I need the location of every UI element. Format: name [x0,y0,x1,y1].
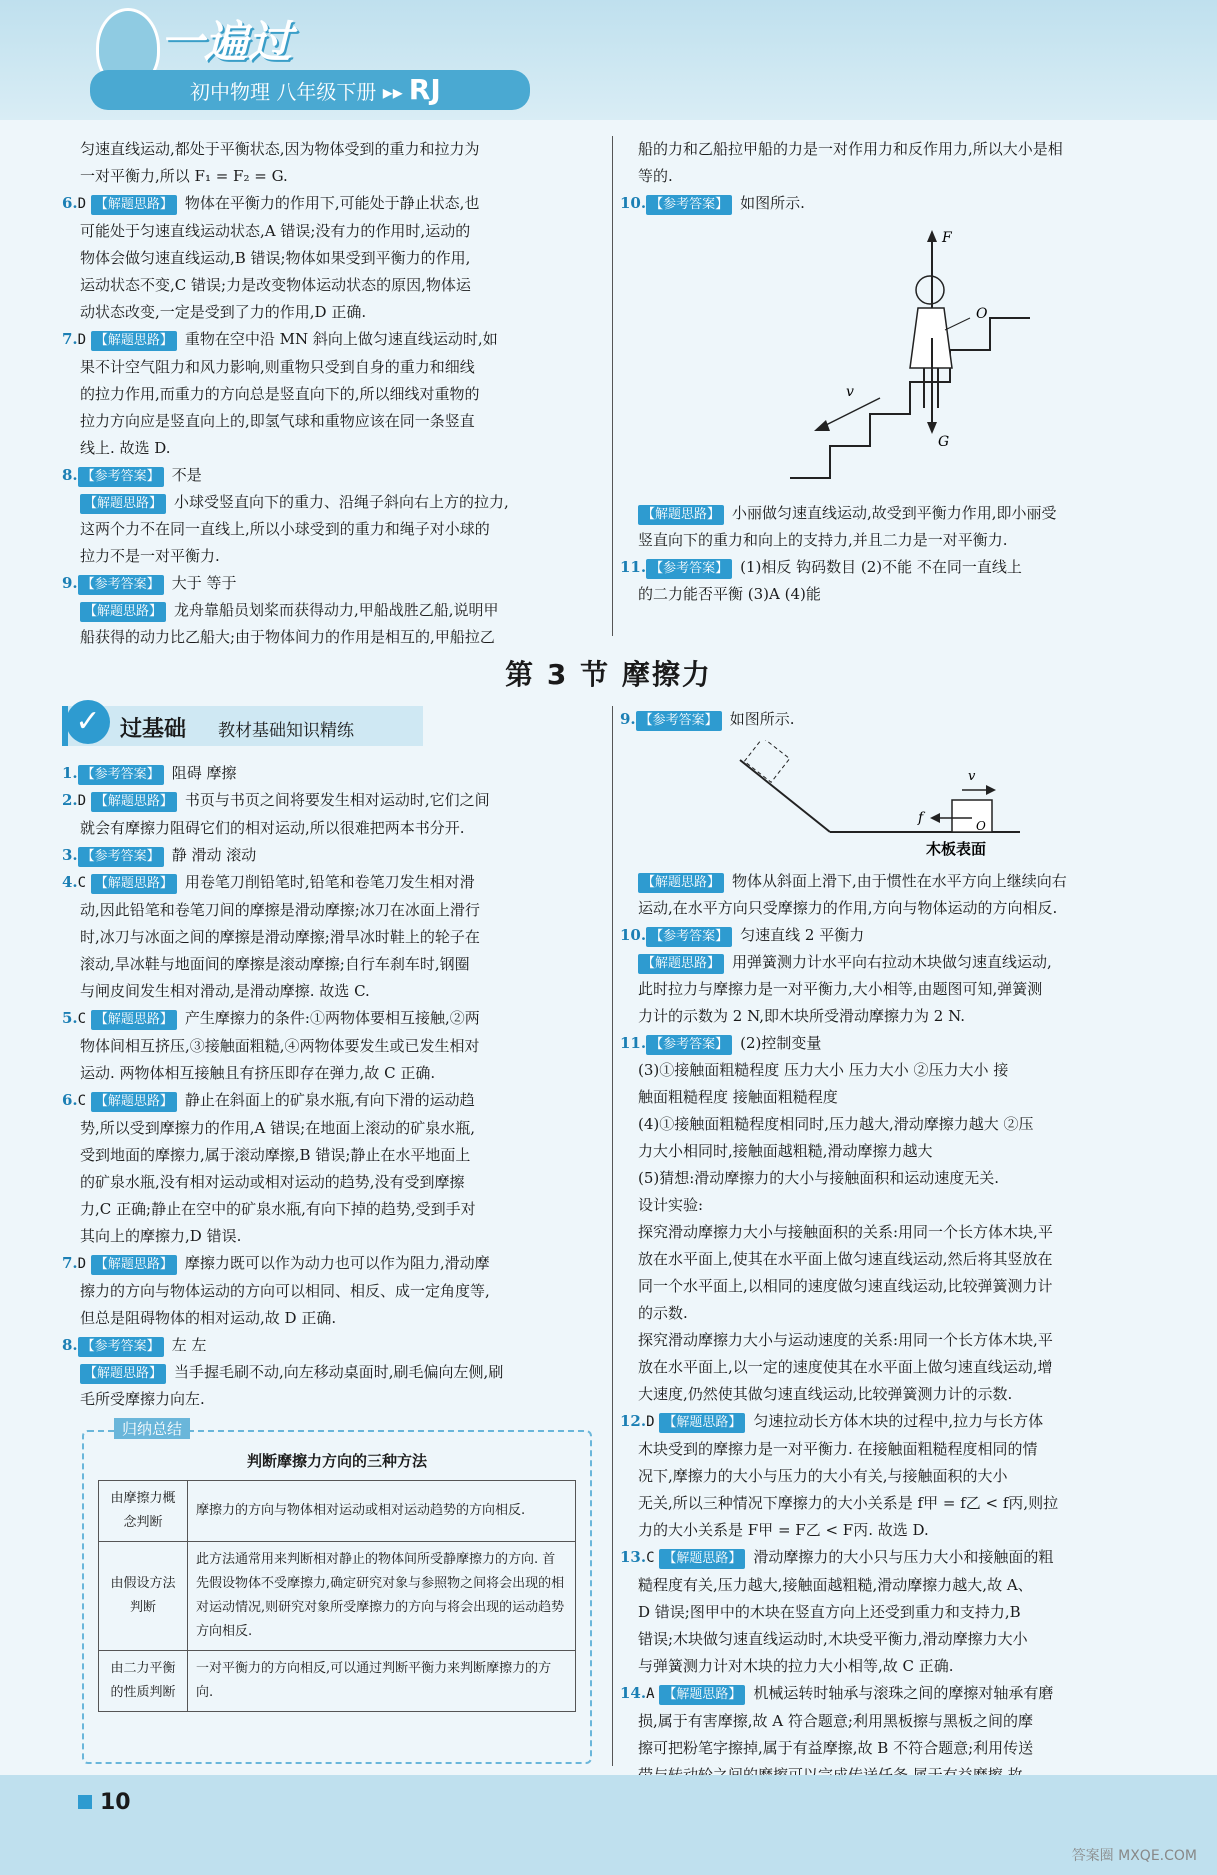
block [952,800,992,832]
brand-title: 一遍过 [160,17,292,68]
label-o: O [976,819,986,833]
method-name: 由二力平衡的性质判断 [99,1651,188,1712]
question-number: 10. [620,926,647,944]
top-right-column [620,136,1160,217]
question-number: 9. [620,710,636,728]
choice-answer: D [77,332,87,348]
gravity-g-arrowhead [927,422,937,434]
line-text: 就会有摩擦力阻碍它们的相对运动,所以很难把两本书分开. [80,819,465,837]
question-number: 3. [62,846,78,864]
answer-tag: 【解题思路】 [638,873,724,893]
text-line [620,1219,1160,1246]
text-line [62,1142,610,1169]
text-line [62,136,610,163]
line-text: 的矿泉水瓶,没有相对运动或相对运动的趋势,没有受到摩擦 [80,1173,465,1191]
line-text: 物体会做匀速直线运动,B 错误;物体如果受到平衡力的作用, [80,249,471,267]
line-text: 机械运转时轴承与滚珠之间的摩擦对轴承有磨 [753,1684,1054,1702]
text-line [62,1196,610,1223]
line-text: 物体从斜面上滑下,由于惯性在水平方向上继续向右 [732,872,1067,890]
question-number: 6. [62,194,78,212]
line-text: 糙程度有关,压力越大,接触面越粗糙,滑动摩擦力越大,故 A、 [638,1576,1033,1594]
line-text: 匀速拉动长方体木块的过程中,拉力与长方体 [753,1412,1044,1430]
question-number: 10. [620,194,647,212]
question-number: 11. [620,558,647,576]
text-line [62,354,610,381]
text-line [62,408,610,435]
text-line [620,136,1160,163]
top-right-column-continued [620,500,1160,608]
text-line [620,922,1160,949]
line-text: (5)猜想:滑动摩擦力的大小与接触面积和运动速度无关. [638,1169,1000,1187]
choice-answer: A [646,1686,655,1702]
bottom-right-column [620,706,1160,733]
answer-tag: 【参考答案】 [646,559,732,579]
summary-heading: 判断摩擦力方向的三种方法 [246,1452,427,1470]
line-text: 用弹簧测力计水平向右拉动木块做匀速直线运动, [732,953,1052,971]
text-line [62,815,610,842]
line-text: 力计的示数为 2 N,即木块所受滑动摩擦力为 2 N. [638,1007,966,1025]
text-line [620,895,1160,922]
text-line [620,581,1160,608]
question-number: 8. [62,1336,78,1354]
line-text: 运动状态不变,C 错误;力是改变物体运动状态的原因,物体运 [80,276,471,294]
line-text: 运动,在水平方向只受摩擦力的作用,方向与物体运动的方向相反. [638,899,1058,917]
question-number: 9. [62,574,78,592]
line-text: 小球受竖直向下的重力、沿绳子斜向右上方的拉力, [174,493,509,511]
text-line [620,1708,1160,1735]
text-line [620,1138,1160,1165]
question-number: 8. [62,466,78,484]
incline-line [740,760,830,832]
line-text: 滚动,旱冰鞋与地面间的摩擦是滚动摩擦;自行车刹车时,钢圈 [80,955,470,973]
answer-tag: 【参考答案】 [78,1337,164,1357]
answer-tag: 【参考答案】 [646,927,732,947]
choice-answer: D [77,793,87,809]
answer-tag: 【解题思路】 [91,1092,177,1112]
summary-box [82,1420,592,1764]
answer-tag: 【参考答案】 [78,847,164,867]
line-text: 船获得的动力比乙船大;由于物体间力的作用是相互的,甲船拉乙 [80,628,495,646]
table-row [99,1651,576,1712]
text-line [620,1381,1160,1408]
line-text: 放在水平面上,以一定的速度使其在水平面上做匀速直线运动,增 [638,1358,1053,1376]
line-text: 匀速直线运动,都处于平衡状态,因为物体受到的重力和拉力为 [80,140,480,158]
text-line [620,1599,1160,1626]
text-line [620,1735,1160,1762]
text-line [620,163,1160,190]
label-f: f [918,810,924,826]
edition-label: RJ [408,73,441,106]
text-line [62,1250,610,1278]
question-number: 12. [620,1412,647,1430]
line-text: 可能处于匀速直线运动状态,A 错误;没有力的作用时,运动的 [80,222,471,240]
check-icon: ✓ [66,700,110,744]
column-divider-top [612,136,613,636]
question-number: 2. [62,791,78,809]
o-pointer-line [945,318,970,330]
answer-tag: 【参考答案】 [78,765,164,785]
top-left-column [62,136,610,651]
subtitle-text: 初中物理 八年级下册 ▸▸ [190,80,403,104]
line-text: (3)①接触面粗糙程度 压力大小 压力大小 ②压力大小 接 [638,1061,1009,1079]
text-line [620,1084,1160,1111]
line-text: (2)控制变量 [740,1034,822,1052]
line-text: 时,冰刀与冰面之间的摩擦是滑动摩擦;滑旱冰时鞋上的轮子在 [80,928,480,946]
footer [0,1775,1217,1875]
page-number: 10 [78,1790,131,1815]
line-text: 与弹簧测力计对木块的拉力大小相等,故 C 正确. [638,1657,954,1675]
text-line [62,326,610,354]
line-text: 损,属于有害摩擦,故 A 符合题意;利用黑板擦与黑板之间的摩 [638,1712,1033,1730]
line-text: 况下,摩擦力的大小与压力的大小有关,与接触面积的大小 [638,1467,1008,1485]
question-number: 5. [62,1009,78,1027]
answer-tag: 【解题思路】 [638,505,724,525]
text-line [62,1169,610,1196]
answer-tag: 【参考答案】 [646,195,732,215]
text-line [620,1653,1160,1680]
section-title: 第 3 节 摩擦力 [505,658,712,691]
line-text: 不是 [171,466,202,484]
answer-tag: 【解题思路】 [659,1549,745,1569]
answer-tag: 【解题思路】 [91,874,177,894]
answer-tag: 【解题思路】 [80,494,166,514]
question-number: 7. [62,330,78,348]
text-line [620,500,1160,527]
text-line [620,1192,1160,1219]
answer-tag: 【解题思路】 [638,954,724,974]
answer-tag: 【解题思路】 [91,331,177,351]
choice-answer: C [77,875,87,891]
answer-tag: 【参考答案】 [646,1035,732,1055]
line-text: 重物在空中沿 MN 斜向上做匀速直线运动时,如 [184,330,498,348]
text-line [620,1111,1160,1138]
text-line [62,570,610,597]
line-text: 大于 等于 [171,574,237,592]
text-line [62,787,610,815]
answer-tag: 【解题思路】 [80,602,166,622]
line-text: 擦力的方向与物体运动的方向可以相同、相反、成一定角度等, [80,1282,490,1300]
text-line [62,951,610,978]
text-line [62,1305,610,1332]
banner-main: 过基础 [120,717,187,742]
label-g: G [938,434,950,450]
line-text: 势,所以受到摩擦力的作用,A 错误;在地面上滚动的矿泉水瓶, [80,1119,475,1137]
text-line [62,1115,610,1142]
line-text: 同一个水平面上,以相同的速度做匀速直线运动,比较弹簧测力计 [638,1277,1053,1295]
header [0,0,1217,120]
question-number: 7. [62,1254,78,1272]
velocity-arrowhead [814,420,830,431]
line-text: 等的. [638,167,673,185]
question-number: 4. [62,873,78,891]
text-line [620,1030,1160,1057]
line-text: 物体间相互挤压,③接触面粗糙,④两物体要发生或已发生相对 [80,1037,480,1055]
method-name: 由假设方法判断 [99,1542,188,1651]
line-text: 滑动摩擦力的大小只与压力大小和接触面的粗 [753,1548,1054,1566]
question-number: 14. [620,1684,647,1702]
text-line [62,1332,610,1359]
column-divider-bottom [612,706,613,1766]
choice-answer: D [646,1414,655,1430]
line-text: 触面粗糙程度 接触面粗糙程度 [638,1088,838,1106]
line-text: 运动. 两物体相互接触且有挤压即存在弹力,故 C 正确. [80,1064,436,1082]
line-text: 阻碍 摩擦 [171,764,237,782]
line-text: 船的力和乙船拉甲船的力是一对作用力和反作用力,所以大小是相 [638,140,1063,158]
text-line [62,924,610,951]
text-line [620,976,1160,1003]
text-line [62,1278,610,1305]
line-text: 书页与书页之间将要发生相对运动时,它们之间 [184,791,490,809]
line-text: 小丽做匀速直线运动,故受到平衡力作用,即小丽受 [732,504,1057,522]
line-text: 线上. 故选 D. [80,439,171,457]
label-f: F [942,230,952,246]
text-line [620,527,1160,554]
text-line [62,1359,610,1386]
book-subtitle [90,70,530,110]
text-line [62,1060,610,1087]
text-line [620,1626,1160,1653]
line-text: 左 左 [171,1336,207,1354]
text-line [62,842,610,869]
velocity-arrowhead [986,785,996,795]
text-line [62,381,610,408]
text-line [620,868,1160,895]
line-text: 静 滑动 滚动 [171,846,257,864]
text-line [620,190,1160,217]
text-line [620,1273,1160,1300]
method-desc: 一对平衡力的方向相反,可以通过判断平衡力来判断摩擦力的方向. [188,1651,576,1712]
answer-tag: 【参考答案】 [636,711,722,731]
line-text: 但总是阻碍物体的相对运动,故 D 正确. [80,1309,337,1327]
text-line [620,949,1160,976]
text-line [62,218,610,245]
answer-tag: 【解题思路】 [91,195,177,215]
line-text: 的二力能否平衡 (3)A (4)能 [638,585,821,603]
text-line [620,706,1160,733]
text-line [620,1517,1160,1544]
answer-tag: 【解题思路】 [659,1413,745,1433]
line-text: 竖直向下的重力和向上的支持力,并且二力是一对平衡力. [638,531,1008,549]
question-number: 11. [620,1034,647,1052]
line-text: 设计实验: [638,1196,704,1214]
line-text: 产生摩擦力的条件:①两物体要相互接触,②两 [184,1009,480,1027]
line-text: D 错误;图甲中的木块在竖直方向上还受到重力和支持力,B [638,1603,1021,1621]
stairs-shape [790,318,1030,478]
text-line [62,163,610,190]
text-line [620,1327,1160,1354]
friction-arrowhead [930,813,940,823]
line-text: (4)①接触面粗糙程度相同时,压力越大,滑动摩擦力越大 ②压 [638,1115,1034,1133]
answer-tag: 【解题思路】 [80,1364,166,1384]
surface-caption: 木板表面 [926,840,987,858]
text-line [620,1490,1160,1517]
line-text: 拉力不是一对平衡力. [80,547,220,565]
label-v: v [968,769,976,784]
choice-answer: D [77,196,87,212]
text-line [620,1165,1160,1192]
text-line [62,1005,610,1033]
line-text: 用卷笔刀削铅笔时,铅笔和卷笔刀发生相对滑 [184,873,475,891]
text-line [62,245,610,272]
label-o: O [976,306,988,322]
text-line [62,624,610,651]
text-line [62,543,610,570]
choice-answer: C [646,1550,655,1566]
text-line [620,1408,1160,1436]
line-text: 龙舟靠船员划桨而获得动力,甲船战胜乙船,说明甲 [174,601,499,619]
summary-label: 归纳总结 [114,1418,190,1439]
text-line [62,299,610,326]
answer-tag: 【解题思路】 [91,792,177,812]
text-line [620,1680,1160,1708]
line-text: 其向上的摩擦力,D 错误. [80,1227,242,1245]
line-text: (1)相反 钩码数目 (2)不能 不在同一直线上 [740,558,1022,576]
answer-tag: 【参考答案】 [78,575,164,595]
line-text: 力的大小关系是 F甲 = F乙 < F丙. 故选 D. [638,1521,929,1539]
question-number: 6. [62,1091,78,1109]
line-text: 的示数. [638,1304,688,1322]
answer-tag: 【解题思路】 [91,1255,177,1275]
force-f-arrowhead [927,230,937,242]
text-line [62,1033,610,1060]
text-line [620,1572,1160,1599]
text-line [620,554,1160,581]
line-text: 如图所示. [729,710,795,728]
line-text: 动,因此铅笔和卷笔刀间的摩擦是滑动摩擦;冰刀在冰面上滑行 [80,901,480,919]
text-line [62,897,610,924]
line-text: 一对平衡力,所以 F₁ = F₂ = G. [80,167,288,185]
line-text: 受到地面的摩擦力,属于滚动摩擦,B 错误;静止在水平地面上 [80,1146,471,1164]
text-line [62,1386,610,1413]
method-name: 由摩擦力概念判断 [99,1481,188,1542]
line-text: 无关,所以三种情况下摩擦力的大小关系是 f甲 = f乙 < f丙,则拉 [638,1494,1059,1512]
question-number: 1. [62,764,78,782]
line-text: 此时拉力与摩擦力是一对平衡力,大小相等,由题图可知,弹簧测 [638,980,1043,998]
line-text: 错误;木块做匀速直线运动时,木块受平衡力,滑动摩擦力大小 [638,1630,1028,1648]
text-line [62,435,610,462]
text-line [620,1436,1160,1463]
line-text: 物体在平衡力的作用下,可能处于静止状态,也 [184,194,480,212]
summary-table [98,1480,576,1712]
line-text: 与闸皮间发生相对滑动,是滑动摩擦. 故选 C. [80,982,370,1000]
text-line [620,1544,1160,1572]
text-line [62,190,610,218]
text-line [62,1087,610,1115]
choice-answer: C [77,1093,87,1109]
line-text: 力大小相同时,接触面越粗糙,滑动摩擦力越大 [638,1142,933,1160]
text-line [62,462,610,489]
answer-tag: 【解题思路】 [91,1010,177,1030]
text-line [62,869,610,897]
line-text: 静止在斜面上的矿泉水瓶,有向下滑的运动趋 [184,1091,475,1109]
method-desc: 摩擦力的方向与物体相对运动或相对运动趋势的方向相反. [188,1481,576,1542]
line-text: 的拉力作用,而重力的方向总是竖直向下的,所以细线对重物的 [80,385,480,403]
basics-banner [62,706,423,746]
figure-block-incline [730,740,1030,870]
line-text: 力,C 正确;静止在空中的矿泉水瓶,有向下掉的趋势,受到手对 [80,1200,476,1218]
line-text: 果不计空气阻力和风力影响,则重物只受到自身的重力和细线 [80,358,475,376]
line-text: 擦可把粉笔字擦掉,属于有益摩擦,故 B 不符合题意;利用传送 [638,1739,1034,1757]
text-line [62,516,610,543]
answer-tag: 【解题思路】 [659,1685,745,1705]
watermark: 答案圈 MXQE.COM [1071,1848,1197,1864]
text-line [620,1057,1160,1084]
dashed-block [744,740,789,782]
text-line [62,978,610,1005]
text-line [620,1300,1160,1327]
text-line [620,1354,1160,1381]
text-line [62,272,610,299]
text-line [62,489,610,516]
line-text: 动状态改变,一定是受到了力的作用,D 正确. [80,303,367,321]
line-text: 放在水平面上,使其在水平面上做匀速直线运动,然后将其竖放在 [638,1250,1053,1268]
label-v: v [846,384,854,400]
table-row [99,1542,576,1651]
line-text: 毛所受摩擦力向左. [80,1390,205,1408]
text-line [62,760,610,787]
bottom-right-column-continued [620,868,1160,1789]
line-text: 拉力方向应是竖直向上的,即氢气球和重物应该在同一条竖直 [80,412,475,430]
line-text: 木块受到的摩擦力是一对平衡力. 在接触面粗糙程度相同的情 [638,1440,1038,1458]
text-line [62,1223,610,1250]
line-text: 摩擦力既可以作为动力也可以作为阻力,滑动摩 [184,1254,490,1272]
bottom-left-column [62,760,610,1413]
choice-answer: D [77,1256,87,1272]
table-row [99,1481,576,1542]
text-line [620,1246,1160,1273]
answer-tag: 【参考答案】 [78,467,164,487]
line-text: 如图所示. [740,194,805,212]
line-text: 探究滑动摩擦力大小与运动速度的关系:用同一个长方体木块,平 [638,1331,1053,1349]
girl-head [916,276,944,304]
choice-answer: C [77,1011,87,1027]
method-desc: 此方法通常用来判断相对静止的物体间所受静摩擦力的方向. 首先假设物体不受摩擦力,确定研究对象与参照物之间将会出现的相对运动情况,则研究对象所受摩擦力的方向与将会出现的运动趋势方向相反. [188,1542,576,1651]
text-line [620,1463,1160,1490]
line-text: 当手握毛刷不动,向左移动桌面时,刷毛偏向左侧,刷 [174,1363,504,1381]
line-text: 探究滑动摩擦力大小与接触面积的关系:用同一个长方体木块,平 [638,1223,1053,1241]
line-text: 大速度,仍然使其做匀速直线运动,比较弹簧测力计的示数. [638,1385,1013,1403]
line-text: 这两个力不在同一直线上,所以小球受到的重力和绳子对小球的 [80,520,490,538]
figure-girl-stairs [790,228,1090,488]
text-line [62,597,610,624]
text-line [620,1003,1160,1030]
banner-sub: 教材基础知识精练 [218,721,354,741]
question-number: 13. [620,1548,647,1566]
line-text: 匀速直线 2 平衡力 [740,926,865,944]
